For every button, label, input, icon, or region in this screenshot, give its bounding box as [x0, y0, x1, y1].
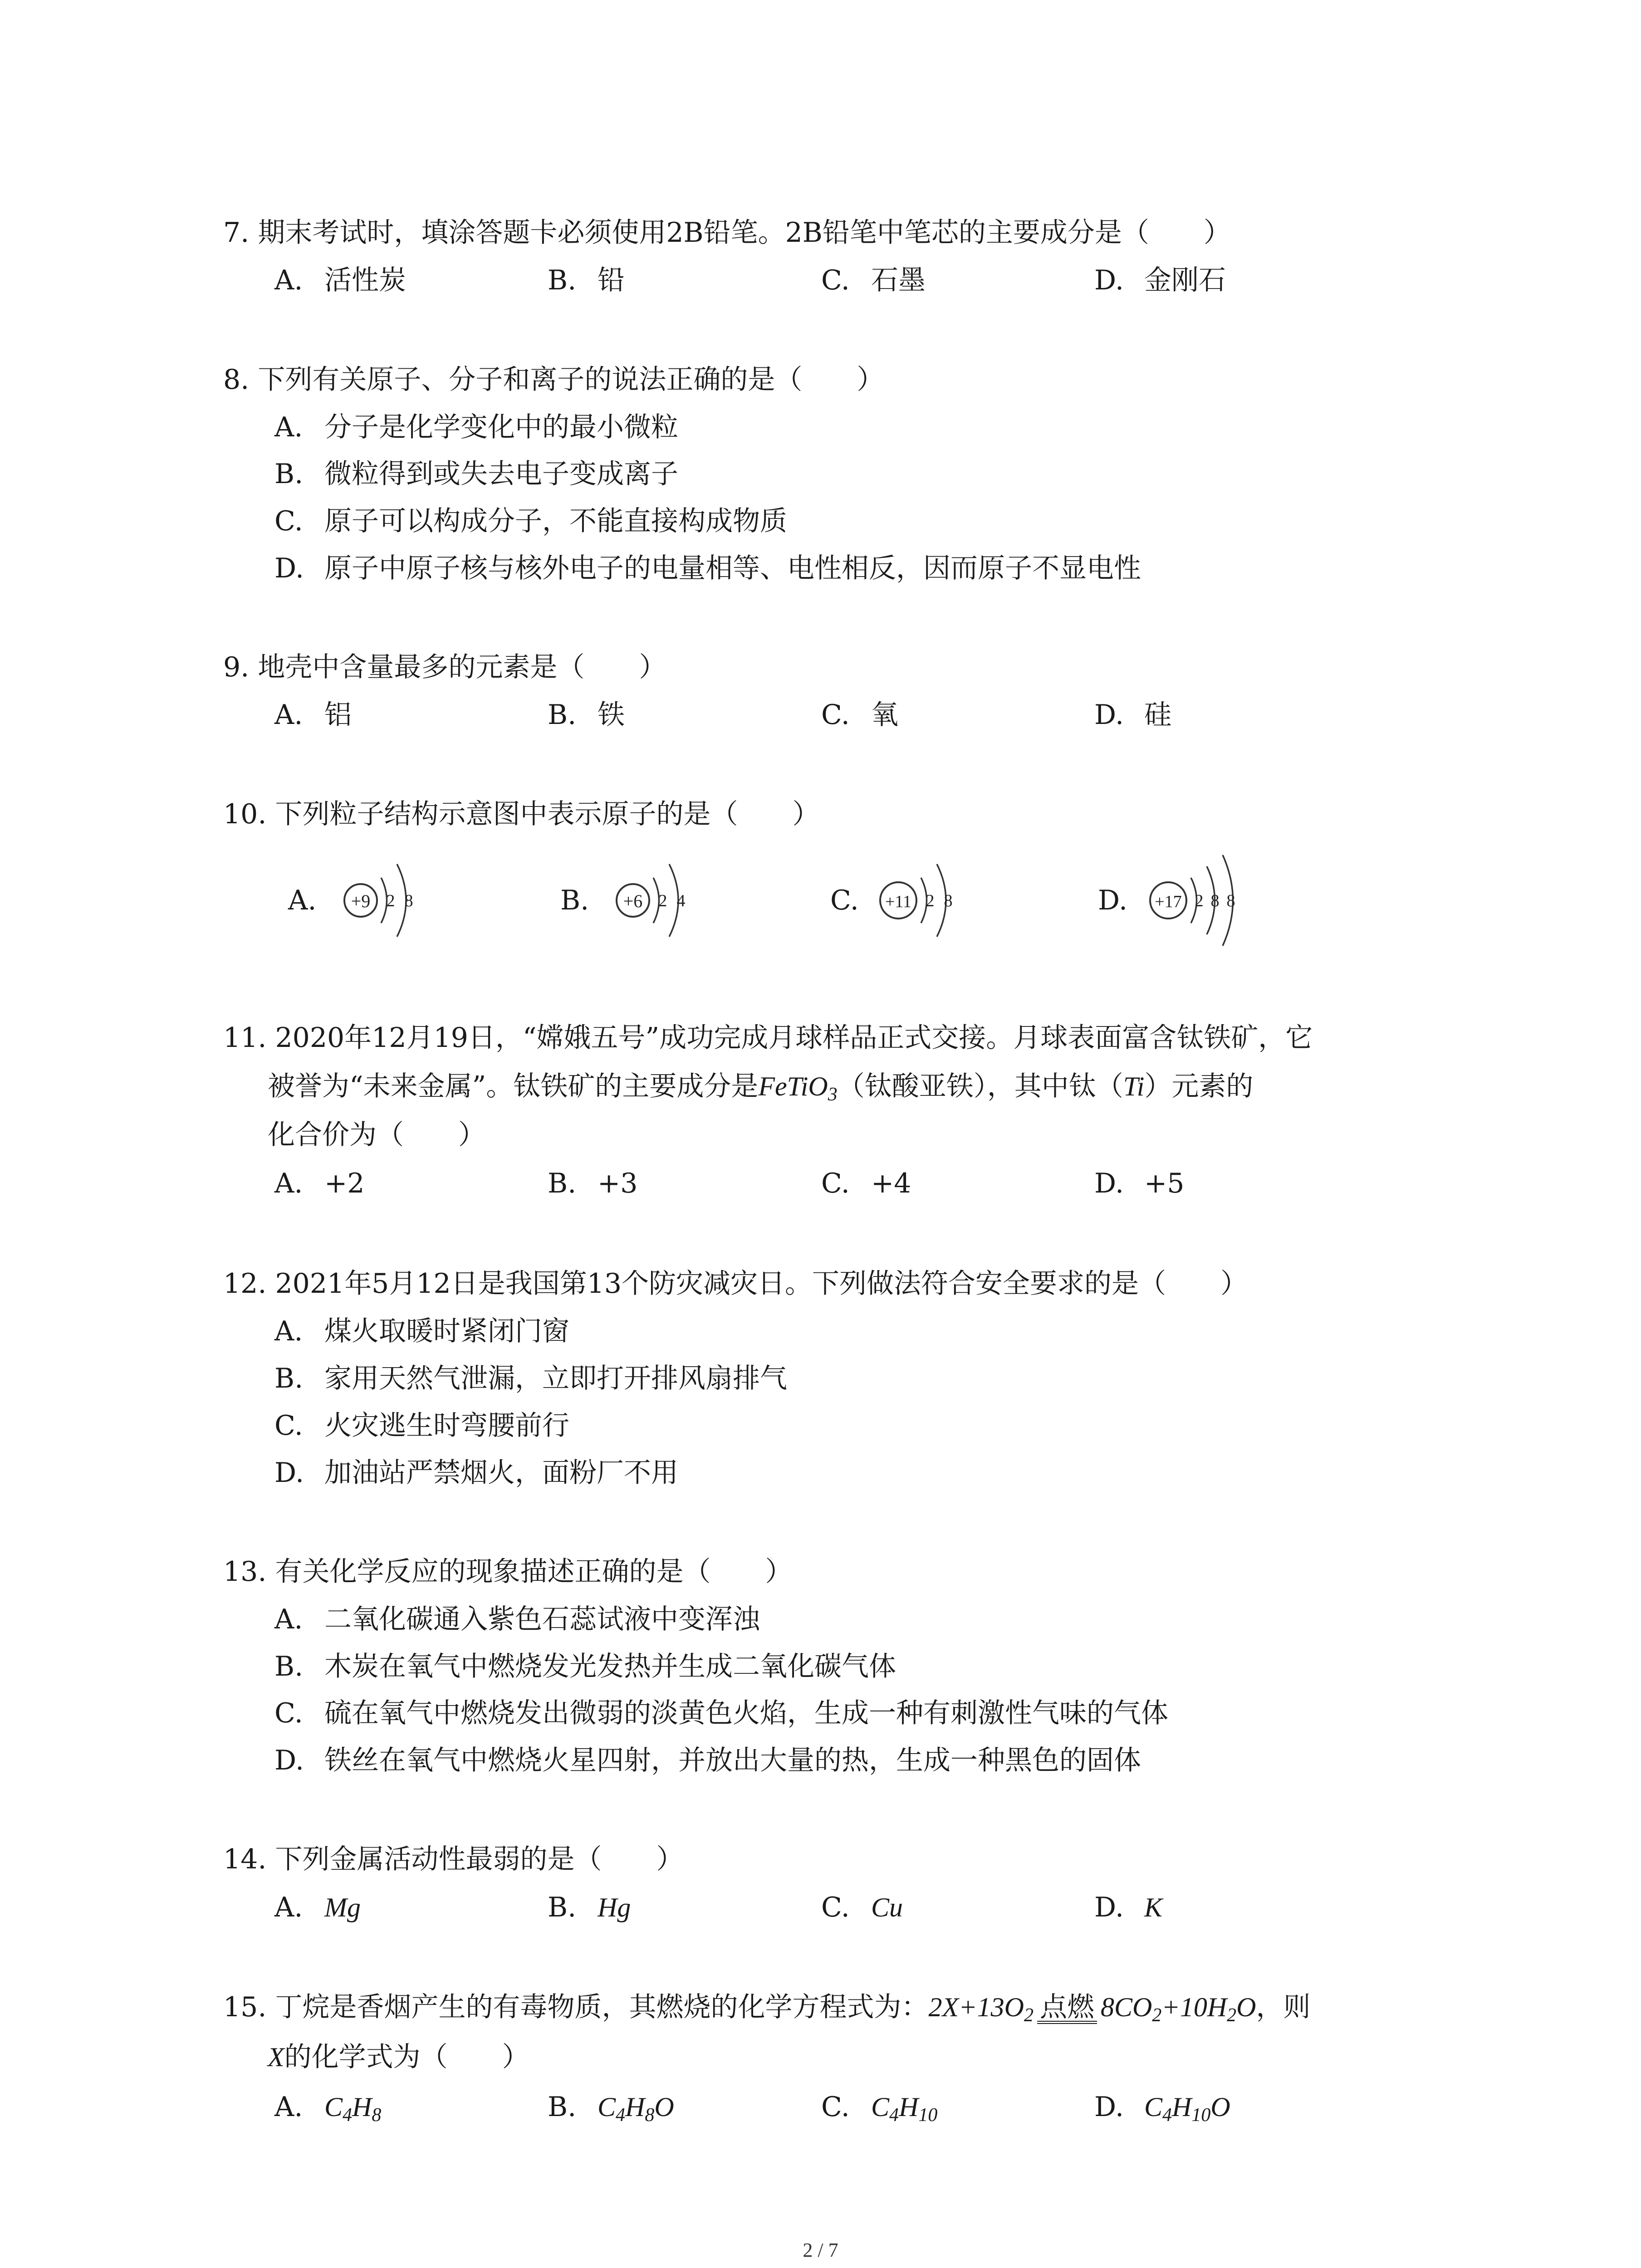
svg-text:8: 8: [944, 891, 953, 910]
svg-text:4: 4: [676, 891, 686, 910]
question-12-option-c: C. 火灾逃生时弯腰前行: [274, 1410, 569, 1442]
question-11-stem-line3: 化合价为（ ）: [268, 1119, 485, 1151]
svg-text:2: 2: [658, 891, 667, 910]
question-9-option-c: C. 氧: [821, 699, 898, 731]
question-10-label-c: C.: [830, 885, 859, 916]
question-13-option-b: B. 木炭在氧气中燃烧发光发热并生成二氧化碳气体: [274, 1651, 896, 1682]
question-7-option-a: A. 活性炭: [274, 264, 406, 296]
question-13-option-a: A. 二氧化碳通入紫色石蕊试液中变浑浊: [274, 1603, 760, 1635]
question-11-stem-line2: 被誉为“未来金属”。钛铁矿的主要成分是FeTiO$_3$（钛酸亚铁），其中钛（Ti）元素的: [268, 1070, 1254, 1105]
page-number: 2 / 7: [803, 2239, 838, 2261]
atom-diagram-c: [871, 848, 998, 953]
svg-text:8: 8: [1226, 891, 1235, 910]
question-14-option-d: D. K: [1094, 1892, 1163, 1923]
svg-text:2: 2: [386, 891, 395, 910]
question-7-option-d: D. 金刚石: [1094, 264, 1226, 296]
question-11-option-b: B. +3: [548, 1168, 638, 1199]
question-12-stem: 12. 2021年5月12日是我国第13个防灾减灾日。下列做法符合安全要求的是（ ）: [223, 1268, 1248, 1300]
question-10-stem: 10. 下列粒子结构示意图中表示原子的是（ ）: [223, 798, 820, 830]
question-12-option-b: B. 家用天然气泄漏，立即打开排风扇排气: [274, 1363, 787, 1394]
atom-diagram-d: [1141, 848, 1268, 953]
question-9-option-b: B. 铁: [548, 699, 625, 731]
question-8-option-b: B. 微粒得到或失去电子变成离子: [274, 458, 678, 490]
question-11-stem-line1: 11. 2020年12月19日，“嫦娥五号”成功完成月球样品正式交接。月球表面富含钛铁矿，它: [223, 1022, 1313, 1054]
svg-text:8: 8: [1210, 891, 1220, 910]
question-14-stem: 14. 下列金属活动性最弱的是（ ）: [223, 1843, 684, 1875]
svg-text:2: 2: [1195, 891, 1204, 910]
question-9-stem: 9. 地壳中含量最多的元素是（ ）: [223, 651, 666, 683]
svg-text:+9: +9: [351, 891, 371, 911]
reaction-condition: 点燃: [1037, 1994, 1097, 2024]
question-8-stem: 8. 下列有关原子、分子和离子的说法正确的是（ ）: [223, 364, 884, 396]
question-14-option-b: B. Hg: [548, 1892, 631, 1923]
question-15-option-d: D. $C_4H_{10}O$: [1094, 2091, 1230, 2126]
question-15-stem-line2: X的化学式为（ ）: [268, 2041, 529, 2073]
question-7-option-b: B. 铅: [548, 264, 625, 296]
question-14-option-a: A. Mg: [274, 1892, 361, 1923]
question-8-option-d: D. 原子中原子核与核外电子的电量相等、电性相反，因而原子不显电性: [274, 552, 1141, 584]
question-13-stem: 13. 有关化学反应的现象描述正确的是（ ）: [223, 1556, 793, 1588]
atom-diagram-b: [606, 848, 733, 953]
question-11-option-c: C. +4: [821, 1168, 911, 1199]
question-15-option-c: C. $C_4H_{10}$: [821, 2091, 938, 2126]
question-12-option-d: D. 加油站严禁烟火，面粉厂不用: [274, 1457, 678, 1489]
question-7-stem: 7. 期末考试时，填涂答题卡必须使用2B铅笔。2B铅笔中笔芯的主要成分是（ ）: [223, 217, 1231, 249]
svg-text:+17: +17: [1155, 892, 1182, 911]
question-9-option-a: A. 铝: [274, 699, 352, 731]
question-11-option-d: D. +5: [1094, 1168, 1185, 1199]
question-11-option-a: A. +2: [274, 1168, 365, 1199]
atom-diagram-a: [333, 848, 460, 953]
question-8-option-a: A. 分子是化学变化中的最小微粒: [274, 411, 678, 443]
question-15-stem-line1: 15. 丁烷是香烟产生的有毒物质，其燃烧的化学方程式为：$2X+13O_2$ 点燃 $8CO_2+10H_2O$，则: [223, 1991, 1311, 2026]
question-13-option-c: C. 硫在氧气中燃烧发出微弱的淡黄色火焰，生成一种有刺激性气味的气体: [274, 1697, 1168, 1729]
svg-text:+11: +11: [885, 892, 912, 911]
question-9-option-d: D. 硅: [1094, 699, 1171, 731]
svg-text:+6: +6: [623, 891, 643, 911]
question-10-label-a: A.: [288, 885, 317, 916]
question-14-option-c: C. Cu: [821, 1892, 903, 1923]
question-13-option-d: D. 铁丝在氧气中燃烧火星四射，并放出大量的热，生成一种黑色的固体: [274, 1745, 1141, 1776]
question-15-option-b: B. $C_4H_8O$: [548, 2091, 674, 2126]
svg-text:8: 8: [404, 891, 413, 910]
question-7-option-c: C. 石墨: [821, 264, 926, 296]
question-15-option-a: A. $C_4H_8$: [274, 2091, 382, 2126]
svg-text:2: 2: [926, 891, 935, 910]
question-12-option-a: A. 煤火取暖时紧闭门窗: [274, 1315, 569, 1347]
question-10-label-d: D.: [1098, 885, 1128, 916]
question-10-label-b: B.: [560, 885, 589, 916]
question-8-option-c: C. 原子可以构成分子，不能直接构成物质: [274, 505, 787, 537]
